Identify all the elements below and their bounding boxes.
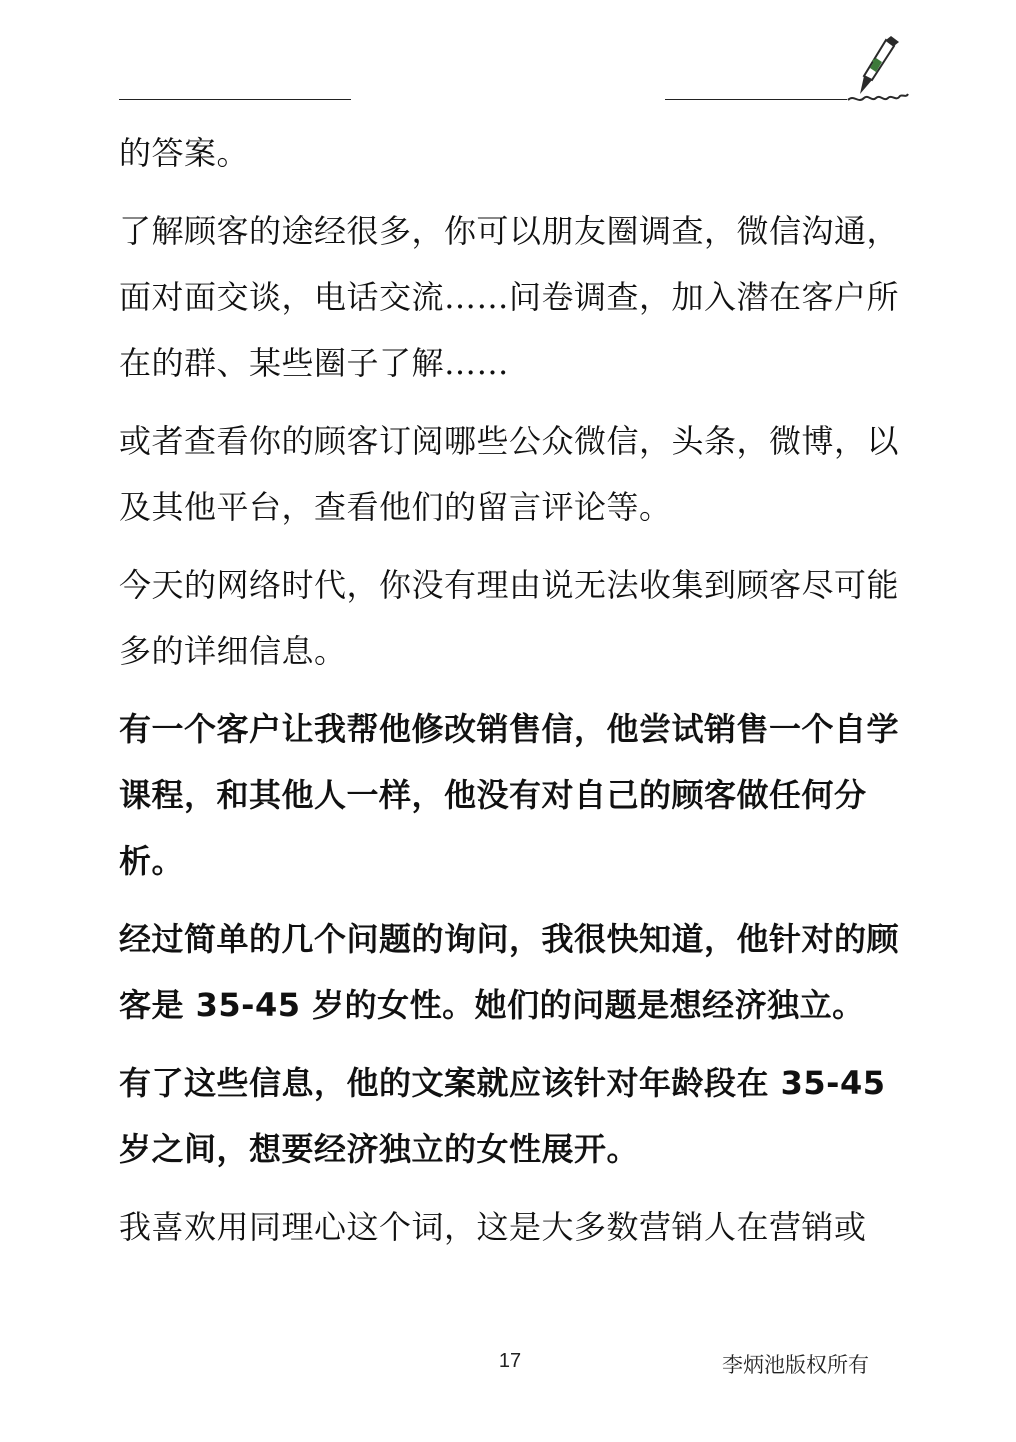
page-body [119,120,909,1272]
paragraph-6: 经过简单的几个问题的询问，我很快知道，他针对的顾客是 35-45 岁的女性。她们的问题是想经济独立。 [119,920,900,1024]
paragraph-8: 我喜欢用同理心这个词，这是大多数营销人在营销或 [119,1208,867,1246]
paragraph-1: 的答案。 [119,134,250,172]
copyright-notice: 李炳池版权所有 [722,1353,869,1377]
paragraph-7: 有了这些信息，他的文案就应该针对年龄段在 35-45 岁之间，想要经济独立的女性展开。 [119,1064,886,1168]
page-number: 17 [498,1350,522,1372]
header-rule-left [119,99,351,100]
fountain-pen-icon [842,36,912,108]
paragraph-4: 今天的网络时代，你没有理由说无法收集到顾客尽可能多的详细信息。 [119,566,900,670]
paragraph-5: 有一个客户让我帮他修改销售信，他尝试销售一个自学课程，和其他人一样，他没有对自己的顾客做任何分析。 [119,710,900,880]
paragraph-3: 或者查看你的顾客订阅哪些公众微信，头条，微博，以及其他平台，查看他们的留言评论等。 [119,422,900,526]
header-rule-right [665,99,847,100]
paragraph-2: 了解顾客的途经很多，你可以朋友圈调查，微信沟通，面对面交谈，电话交流……问卷调查，加入潜在客户所在的群、某些圈子了解…… [119,212,900,382]
